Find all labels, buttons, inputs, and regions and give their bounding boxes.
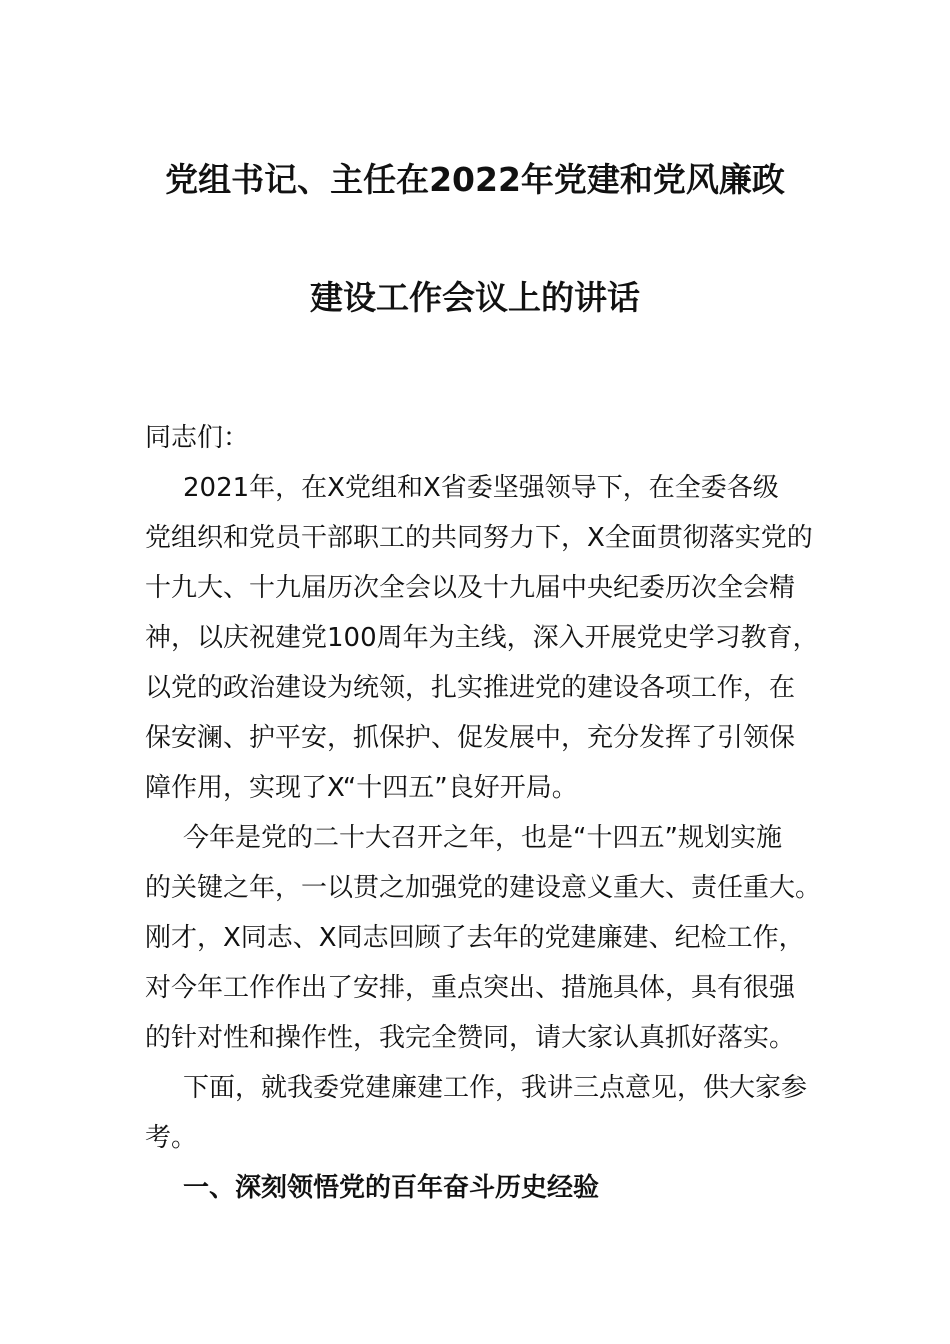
paragraph-line: 对今年工作作出了安排，重点突出、措施具体，具有很强 — [145, 973, 796, 1003]
paragraph-line: 障作用，实现了X“十四五”良好开局。 — [145, 773, 578, 803]
paragraph-line: 刚才，X同志、X同志回顾了去年的党建廉建、纪检工作， — [145, 923, 805, 953]
salutation: 同志们： — [145, 423, 250, 453]
document-title-line-1: 党组书记、主任在2022年党建和党风廉政 — [165, 160, 785, 199]
paragraph-line: 下面，就我委党建廉建工作，我讲三点意见，供大家参 — [183, 1073, 808, 1103]
paragraph-line: 以党的政治建设为统领，扎实推进党的建设各项工作，在 — [145, 673, 796, 703]
paragraph-line: 今年是党的二十大召开之年，也是“十四五”规划实施 — [183, 823, 782, 853]
document-title-line-2: 建设工作会议上的讲话 — [310, 278, 640, 317]
paragraph-line: 的针对性和操作性，我完全赞同，请大家认真抓好落实。 — [145, 1023, 796, 1053]
paragraph-line: 党组织和党员干部职工的共同努力下，X全面贯彻落实党的 — [145, 523, 813, 553]
paragraph-line: 神，以庆祝建党100周年为主线，深入开展党史学习教育， — [145, 623, 819, 653]
paragraph-line: 2021年，在X党组和X省委坚强领导下，在全委各级 — [183, 473, 779, 503]
paragraph-line: 保安澜、护平安，抓保护、促发展中，充分发挥了引领保 — [145, 723, 796, 753]
paragraph-line: 十九大、十九届历次全会以及十九届中央纪委历次全会精 — [145, 573, 796, 603]
paragraph-line: 考。 — [145, 1123, 198, 1153]
section-heading: 一、深刻领悟党的百年奋斗历史经验 — [183, 1173, 600, 1203]
paragraph-line: 的关键之年，一以贯之加强党的建设意义重大、责任重大。 — [145, 873, 822, 903]
